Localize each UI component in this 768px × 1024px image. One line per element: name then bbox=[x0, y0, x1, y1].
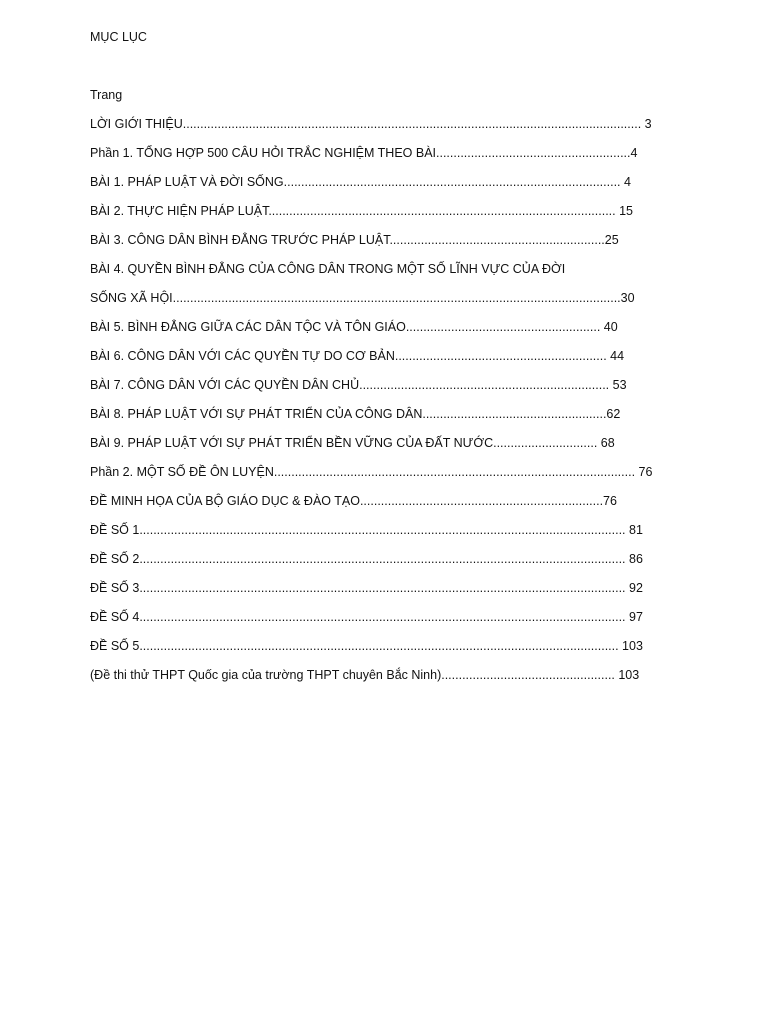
toc-entry: ĐỀ MINH HỌA CỦA BỘ GIÁO DỤC & ĐÀO TẠO......................................................................76 bbox=[90, 494, 617, 508]
toc-entry: BÀI 4. QUYỀN BÌNH ĐẲNG CỦA CÔNG DÂN TRONG MỘT SỐ LĨNH VỰC CỦA ĐỜI bbox=[90, 262, 566, 276]
toc-entry: BÀI 8. PHÁP LUẬT VỚI SỰ PHÁT TRIỂN CỦA CÔNG DÂN.....................................................62 bbox=[90, 407, 621, 421]
page-column-label: Trang bbox=[90, 88, 123, 102]
toc-entry: (Đề thi thử THPT Quốc gia của trường THPT chuyên Bắc Ninh).................................................. 103 bbox=[90, 668, 640, 682]
toc-entry: BÀI 6. CÔNG DÂN VỚI CÁC QUYỀN TỰ DO CƠ BẢN............................................................. 44 bbox=[90, 349, 625, 363]
toc-entry: BÀI 3. CÔNG DÂN BÌNH ĐẲNG TRƯỚC PHÁP LUẬT..............................................................25 bbox=[90, 233, 619, 247]
toc-entry: BÀI 2. THỰC HIỆN PHÁP LUẬT.................................................................................................... 15 bbox=[90, 204, 633, 218]
toc-entry: ĐỀ SỐ 5.......................................................................................................................................... 103 bbox=[90, 639, 643, 653]
toc-entry: ĐỀ SỐ 3............................................................................................................................................ 92 bbox=[90, 581, 643, 595]
toc-entry: ĐỀ SỐ 2............................................................................................................................................ 86 bbox=[90, 552, 643, 566]
toc-entry: BÀI 7. CÔNG DÂN VỚI CÁC QUYỀN DÂN CHỦ........................................................................ 53 bbox=[90, 378, 627, 392]
toc-heading: MỤC LỤC bbox=[90, 30, 147, 44]
toc-entry: Phần 2. MỘT SỐ ĐỀ ÔN LUYỆN........................................................................................................ 76 bbox=[90, 465, 653, 479]
toc-entry: LỜI GIỚI THIỆU.................................................................................................................................... 3 bbox=[90, 117, 652, 131]
toc-entry: BÀI 5. BÌNH ĐẲNG GIỮA CÁC DÂN TỘC VÀ TÔN GIÁO........................................................ 40 bbox=[90, 320, 618, 334]
toc-entry-continuation: SỐNG XÃ HỘI.................................................................................................................................30 bbox=[90, 291, 635, 305]
toc-entry: ĐỀ SỐ 1............................................................................................................................................ 81 bbox=[90, 523, 643, 537]
toc-entry: ĐỀ SỐ 4............................................................................................................................................ 97 bbox=[90, 610, 643, 624]
toc-entry: BÀI 9. PHÁP LUẬT VỚI SỰ PHÁT TRIỂN BỀN VỮNG CỦA ĐẤT NƯỚC.............................. 68 bbox=[90, 436, 615, 450]
toc-entry: Phần 1. TỔNG HỢP 500 CÂU HỎI TRẮC NGHIỆM THEO BÀI........................................................4 bbox=[90, 146, 638, 160]
toc-entry: BÀI 1. PHÁP LUẬT VÀ ĐỜI SỐNG................................................................................................. 4 bbox=[90, 175, 631, 189]
